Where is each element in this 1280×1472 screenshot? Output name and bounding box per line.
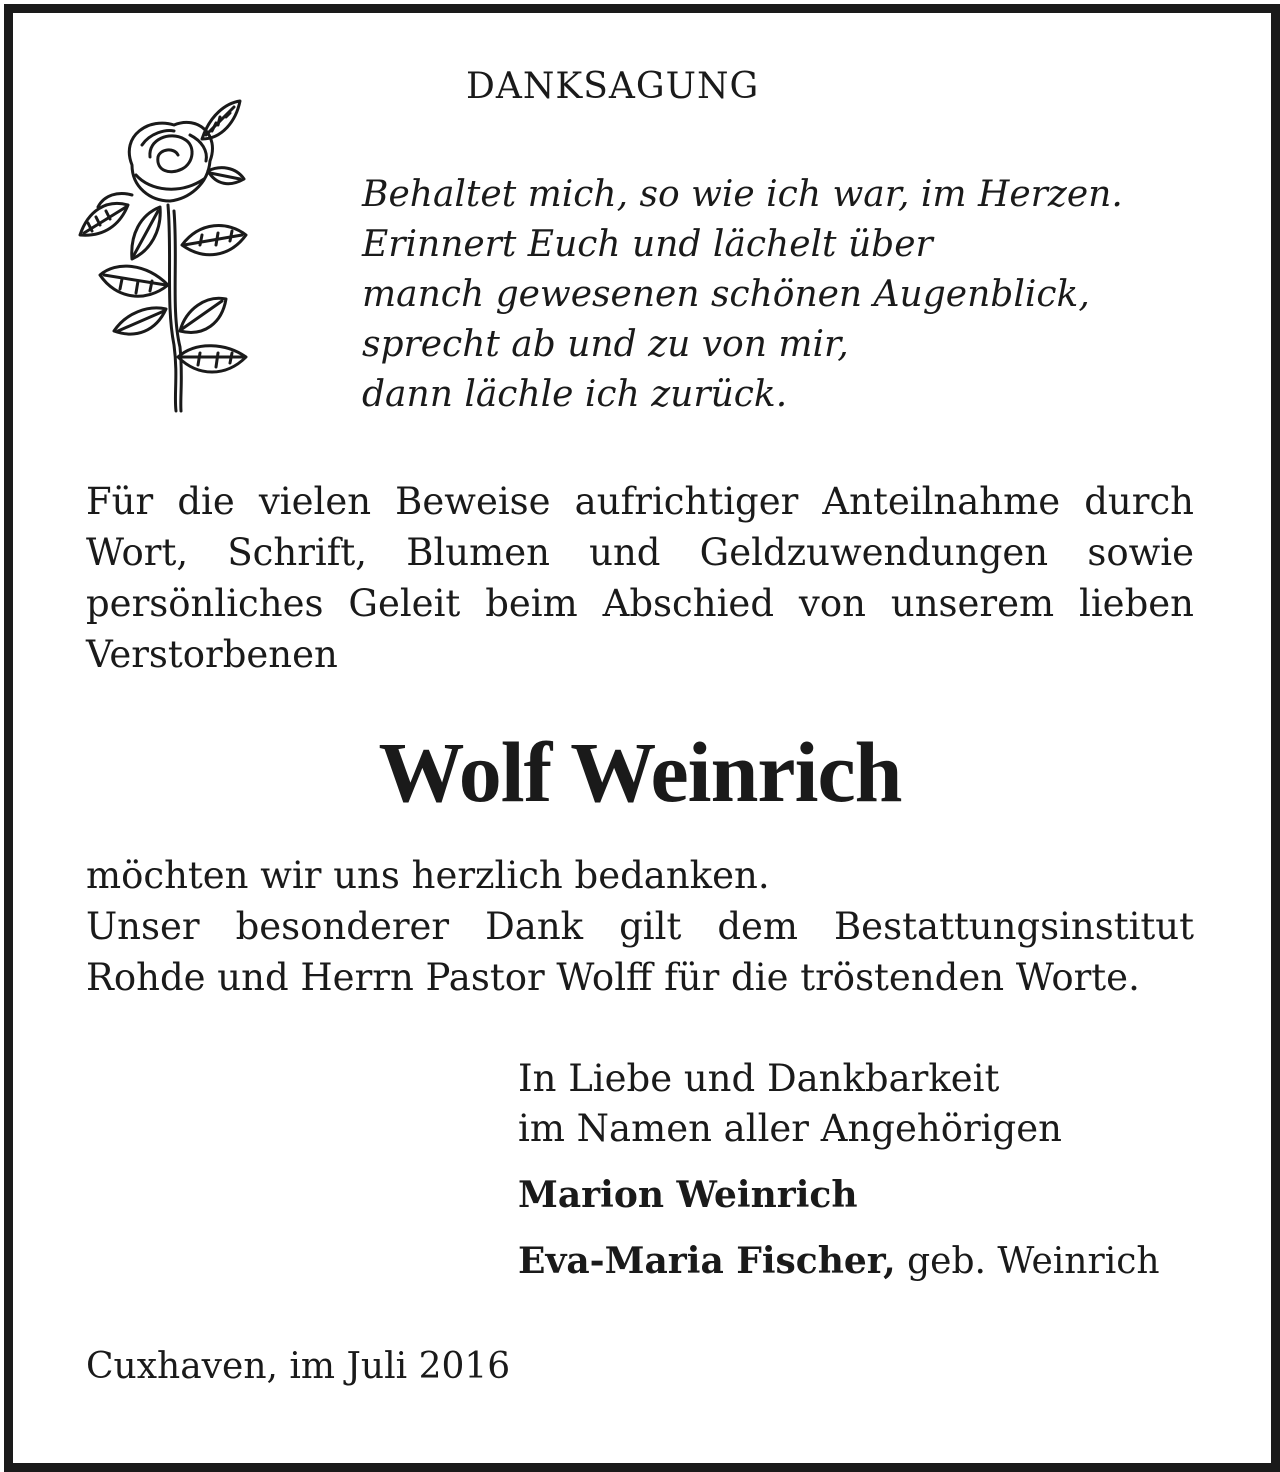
rose-icon bbox=[70, 95, 260, 415]
poem-line: manch gewesenen schönen Augenblick, bbox=[362, 274, 1090, 315]
poem-line: Erinnert Euch und lächelt über bbox=[362, 224, 933, 265]
signer-name bbox=[518, 1236, 1160, 1287]
notice-heading: DANKSAGUNG bbox=[466, 66, 760, 107]
poem bbox=[362, 170, 1123, 420]
sign-line: In Liebe und Dankbarkeit bbox=[518, 1057, 1000, 1100]
signature-block bbox=[518, 1054, 1062, 1154]
closing-line: Unser besonderer Dank gilt dem Bestattungsinstitut Rohde und Herrn Pastor Wolff für die tröstenden Worte. bbox=[86, 905, 1194, 999]
poem-line: dann lächle ich zurück. bbox=[362, 374, 788, 415]
place-date: Cuxhaven, im Juli 2016 bbox=[86, 1346, 511, 1387]
sign-line: im Namen aller Angehörigen bbox=[518, 1107, 1062, 1150]
deceased-name: Wolf Weinrich bbox=[378, 724, 902, 820]
signer-birth-name: geb. Weinrich bbox=[895, 1241, 1160, 1282]
intro-paragraph: Für die vielen Beweise aufrichtiger Anteilnahme durch Wort, Schrift, Blumen und Geldzuwendungen sowie persönliches Geleit beim Abschied von unserem lieben Verstorbenen bbox=[86, 480, 1194, 676]
poem-line: Behaltet mich, so wie ich war, im Herzen. bbox=[362, 174, 1123, 215]
poem-line: sprecht ab und zu von mir, bbox=[362, 324, 849, 365]
signer-name-bold: Eva-Maria Fischer, bbox=[518, 1240, 896, 1282]
closing-line: möchten wir uns herzlich bedanken. bbox=[86, 854, 770, 897]
signer-name: Marion Weinrich bbox=[518, 1174, 858, 1216]
closing-paragraph bbox=[86, 850, 1194, 1003]
